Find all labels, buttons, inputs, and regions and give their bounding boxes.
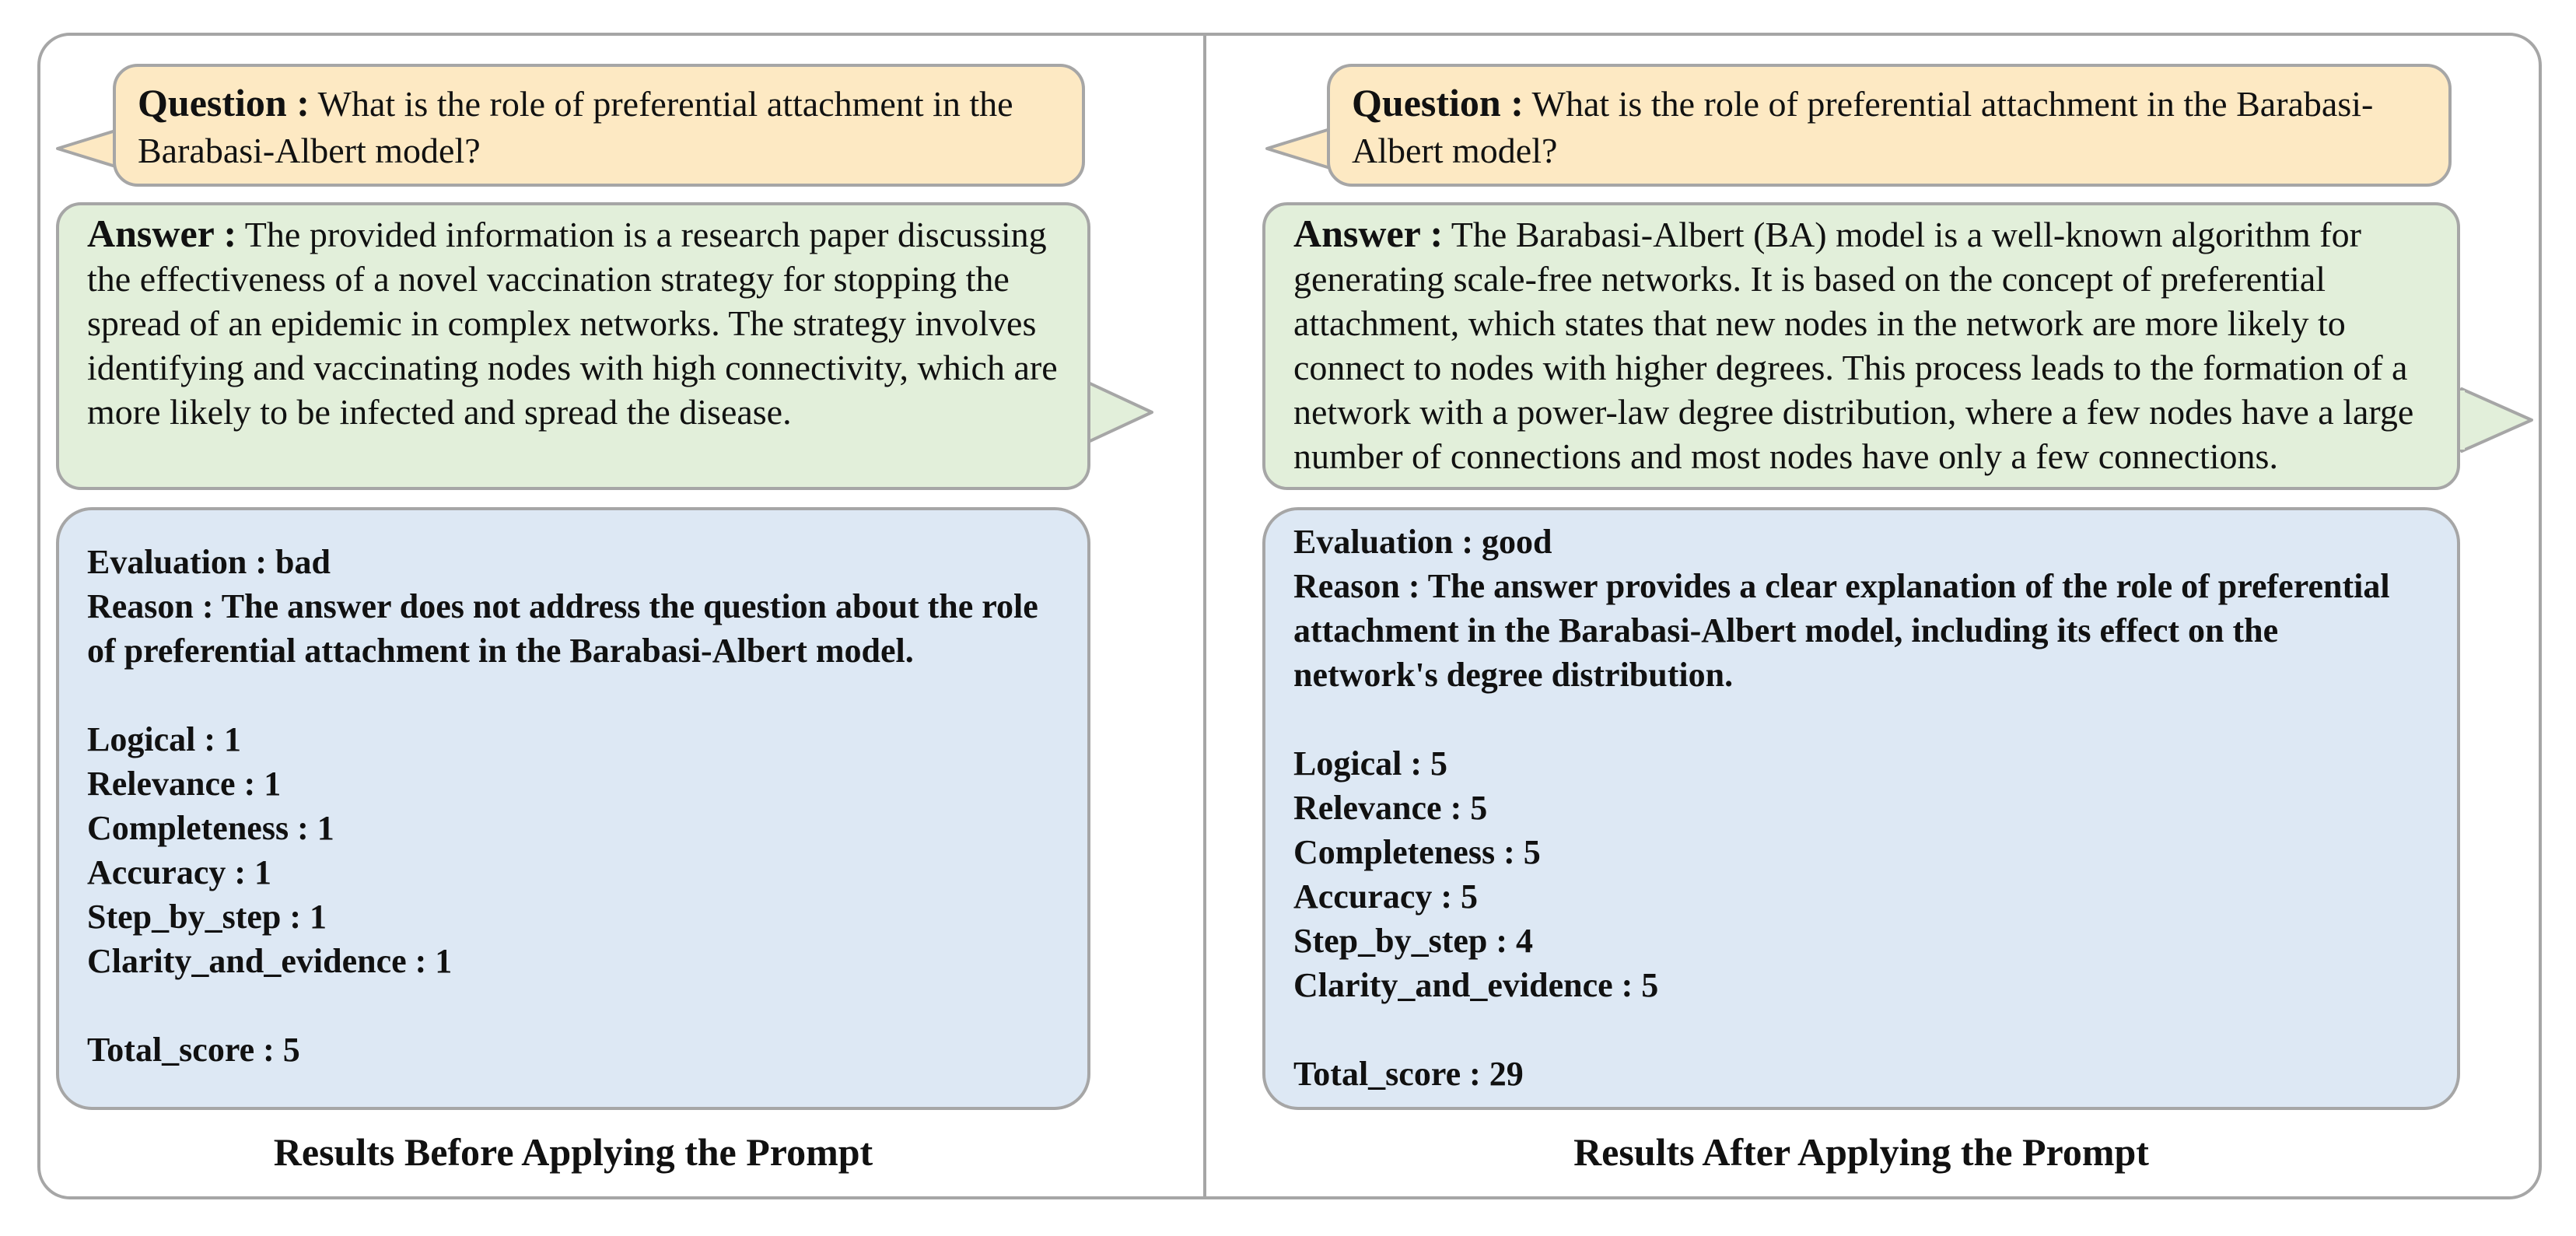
left-score-step-by-step: Step_by_step : 1: [87, 898, 327, 936]
left-answer-text: The provided information is a research paper discussing the effectiveness of a novel vaccination strategy for stopping the spread of an epidemic in complex networks. The strategy involves identifying and vaccinating nodes with high connectivity, which are more likely to be infected and spread the disease.: [87, 215, 1058, 432]
left-answer-tail: [1077, 373, 1171, 451]
left-evaluation-bubble: [56, 507, 1090, 1110]
left-question-bubble: [113, 64, 1085, 187]
left-score-accuracy: Accuracy : 1: [87, 853, 272, 891]
right-score-relevance: Relevance : 5: [1293, 789, 1488, 827]
right-evaluation-result: Evaluation : good: [1293, 523, 1552, 561]
right-question-text: What is the role of preferential attachment in the Barabasi-Albert model?: [1352, 84, 2374, 170]
left-question-label: Question :: [138, 81, 310, 124]
left-evaluation-reason: Reason : The answer does not address the question about the role of preferential attachment in the Barabasi-Albert model.: [87, 587, 1047, 670]
right-question-bubble: [1327, 64, 2452, 187]
right-score-logical: Logical : 5: [1293, 744, 1447, 783]
right-caption: Results After Applying the Prompt: [1573, 1130, 2149, 1174]
left-caption: Results Before Applying the Prompt: [273, 1130, 873, 1174]
right-question-tail: [1264, 123, 1334, 177]
left-score-clarity: Clarity_and_evidence : 1: [87, 942, 453, 980]
left-answer-label: Answer :: [87, 212, 237, 255]
panel-divider: [1203, 34, 1206, 1198]
right-score-accuracy: Accuracy : 5: [1293, 877, 1479, 916]
left-score-logical: Logical : 1: [87, 720, 241, 758]
right-total-score: Total_score : 29: [1293, 1055, 1524, 1093]
right-score-completeness: Completeness : 5: [1293, 833, 1541, 871]
left-score-completeness: Completeness : 1: [87, 809, 334, 847]
right-score-clarity: Clarity_and_evidence : 5: [1293, 966, 1659, 1004]
right-answer-bubble: [1262, 202, 2460, 490]
right-evaluation-bubble: [1262, 507, 2460, 1110]
right-answer-text: The Barabasi-Albert (BA) model is a well-known algorithm for generating scale-free networks. It is based on the concept of preferential attachment, which states that new nodes in the network are more likely to connect to nodes with higher degrees. This process leads to the formation of a network with a power-law degree distribution, where a few nodes have a large number of connections and most nodes have only a few connections.: [1293, 215, 2414, 476]
right-answer-label: Answer :: [1293, 212, 1444, 255]
left-evaluation-result: Evaluation : bad: [87, 543, 331, 581]
right-question-label: Question :: [1352, 81, 1524, 124]
right-answer-tail: [2454, 381, 2547, 459]
left-answer-bubble: [56, 202, 1090, 490]
left-total-score: Total_score : 5: [87, 1031, 300, 1069]
right-evaluation-reason: Reason : The answer provides a clear explanation of the role of preferential attachment in the Barabasi-Albert model, including its effect on the network's degree distribution.: [1293, 567, 2399, 694]
right-score-step-by-step: Step_by_step : 4: [1293, 922, 1534, 960]
left-score-relevance: Relevance : 1: [87, 765, 282, 803]
left-question-text: What is the role of preferential attachment in the Barabasi-Albert model?: [138, 84, 1013, 170]
